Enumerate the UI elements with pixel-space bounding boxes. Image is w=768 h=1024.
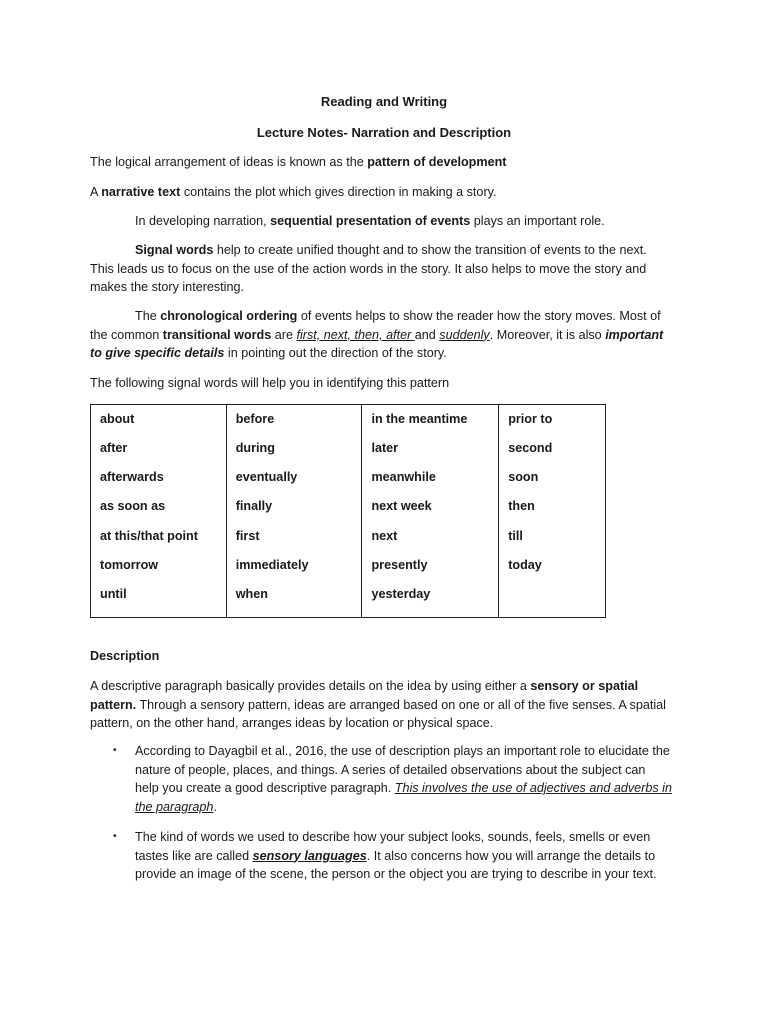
table-cell: then [499, 492, 606, 521]
table-cell: meanwhile [362, 463, 499, 492]
table-cell: afterwards [91, 463, 227, 492]
signal-words-term: Signal words [135, 243, 214, 257]
table-cell: yesterday [362, 580, 499, 618]
table-cell: next [362, 522, 499, 551]
sensory-languages-term: sensory languages [252, 848, 367, 863]
chronological-paragraph: The chronological ordering of events helps to show the reader how the story moves. Most of the common transitional words are first, next, then, after and suddenly. Moreover, it is also important to give specific details in pointing out the direction of the story. [90, 309, 664, 360]
table-cell: before [226, 405, 362, 435]
list-item: • According to Dayagbil et al., 2016, the use of description plays an important role to elucidate the nature of people, places, and things. A series of detailed observations about the subject can help you create a good descriptive paragraph. This involves the use of adjectives and adverbs in the paragraph. [113, 744, 672, 814]
table-cell: later [362, 434, 499, 463]
table-cell: when [226, 580, 362, 618]
table-cell: eventually [226, 463, 362, 492]
table-cell: tomorrow [91, 551, 227, 580]
description-heading: Description [90, 649, 160, 663]
table-cell: after [91, 434, 227, 463]
table-cell: until [91, 580, 227, 618]
signal-words-paragraph: Signal words help to create unified thought and to show the transition of events to the next. This leads us to focus on the use of the action words in the story. It also helps to move the story and makes the story interesting. [90, 243, 647, 294]
table-cell: today [499, 551, 606, 580]
sequential-paragraph: In developing narration, sequential presentation of events plays an important role. [135, 214, 605, 228]
table-row [91, 434, 606, 463]
pattern-term: pattern of development [367, 155, 507, 169]
table-cell: during [226, 434, 362, 463]
table-row [91, 551, 606, 580]
specific-details-term: important to give specific details [90, 327, 664, 360]
table-cell: first [226, 522, 362, 551]
description-bullet-list-1 [90, 742, 672, 816]
table-row [91, 522, 606, 551]
document-title: Reading and Writing [320, 94, 448, 109]
table-cell: about [91, 405, 227, 435]
chronological-term: chronological ordering [160, 309, 298, 323]
following-paragraph: The following signal words will help you in identifying this pattern [90, 376, 450, 390]
table-cell: soon [499, 463, 606, 492]
table-cell: as soon as [91, 492, 227, 521]
transitional-word-examples: first, next, then, after [296, 327, 415, 342]
document-subtitle: Lecture Notes- Narration and Description [256, 125, 512, 140]
table-row [91, 580, 606, 618]
pattern-paragraph: The logical arrangement of ideas is known as the pattern of development [90, 155, 507, 169]
sequential-term: sequential presentation of events [270, 214, 471, 228]
bullet-icon: • [113, 831, 117, 842]
signal-words-table [90, 404, 606, 618]
table-row [91, 492, 606, 521]
bullet-icon: • [113, 745, 117, 756]
table-cell: in the meantime [362, 405, 499, 435]
table-cell: prior to [499, 405, 606, 435]
table-cell: immediately [226, 551, 362, 580]
table-cell: second [499, 434, 606, 463]
suddenly-word: suddenly [439, 327, 490, 342]
narrative-term: narrative text [101, 185, 181, 199]
descriptive-paragraph: A descriptive paragraph basically provides details on the idea by using either a sensory or spatial pattern. Through a sensory pattern, ideas are arranged based on one or all of the five senses. A spatial pattern, on the other hand, arranges ideas by location or physical space. [90, 679, 666, 730]
table-cell: presently [362, 551, 499, 580]
signal-words-table-body [91, 405, 606, 618]
sensory-spatial-term: sensory or spatial pattern. [90, 679, 639, 712]
adjectives-adverbs-note: This involves the use of adjectives and adverbs in the paragraph [135, 781, 672, 814]
table-cell: till [499, 522, 606, 551]
transitional-term: transitional words [162, 327, 272, 342]
list-item: • The kind of words we used to describe how your subject looks, sounds, feels, smells or even tastes like are called sensory languages. It also concerns how you will arrange the details to provide an image of the scene, the person or the object you are trying to describe in your text. [113, 830, 657, 881]
table-cell [499, 580, 606, 618]
table-row [91, 463, 606, 492]
table-cell: at this/that point [91, 522, 227, 551]
narrative-paragraph: A narrative text contains the plot which gives direction in making a story. [90, 185, 497, 199]
table-row [91, 405, 606, 435]
table-cell: next week [362, 492, 499, 521]
description-bullet-list-2 [90, 828, 672, 884]
table-cell: finally [226, 492, 362, 521]
